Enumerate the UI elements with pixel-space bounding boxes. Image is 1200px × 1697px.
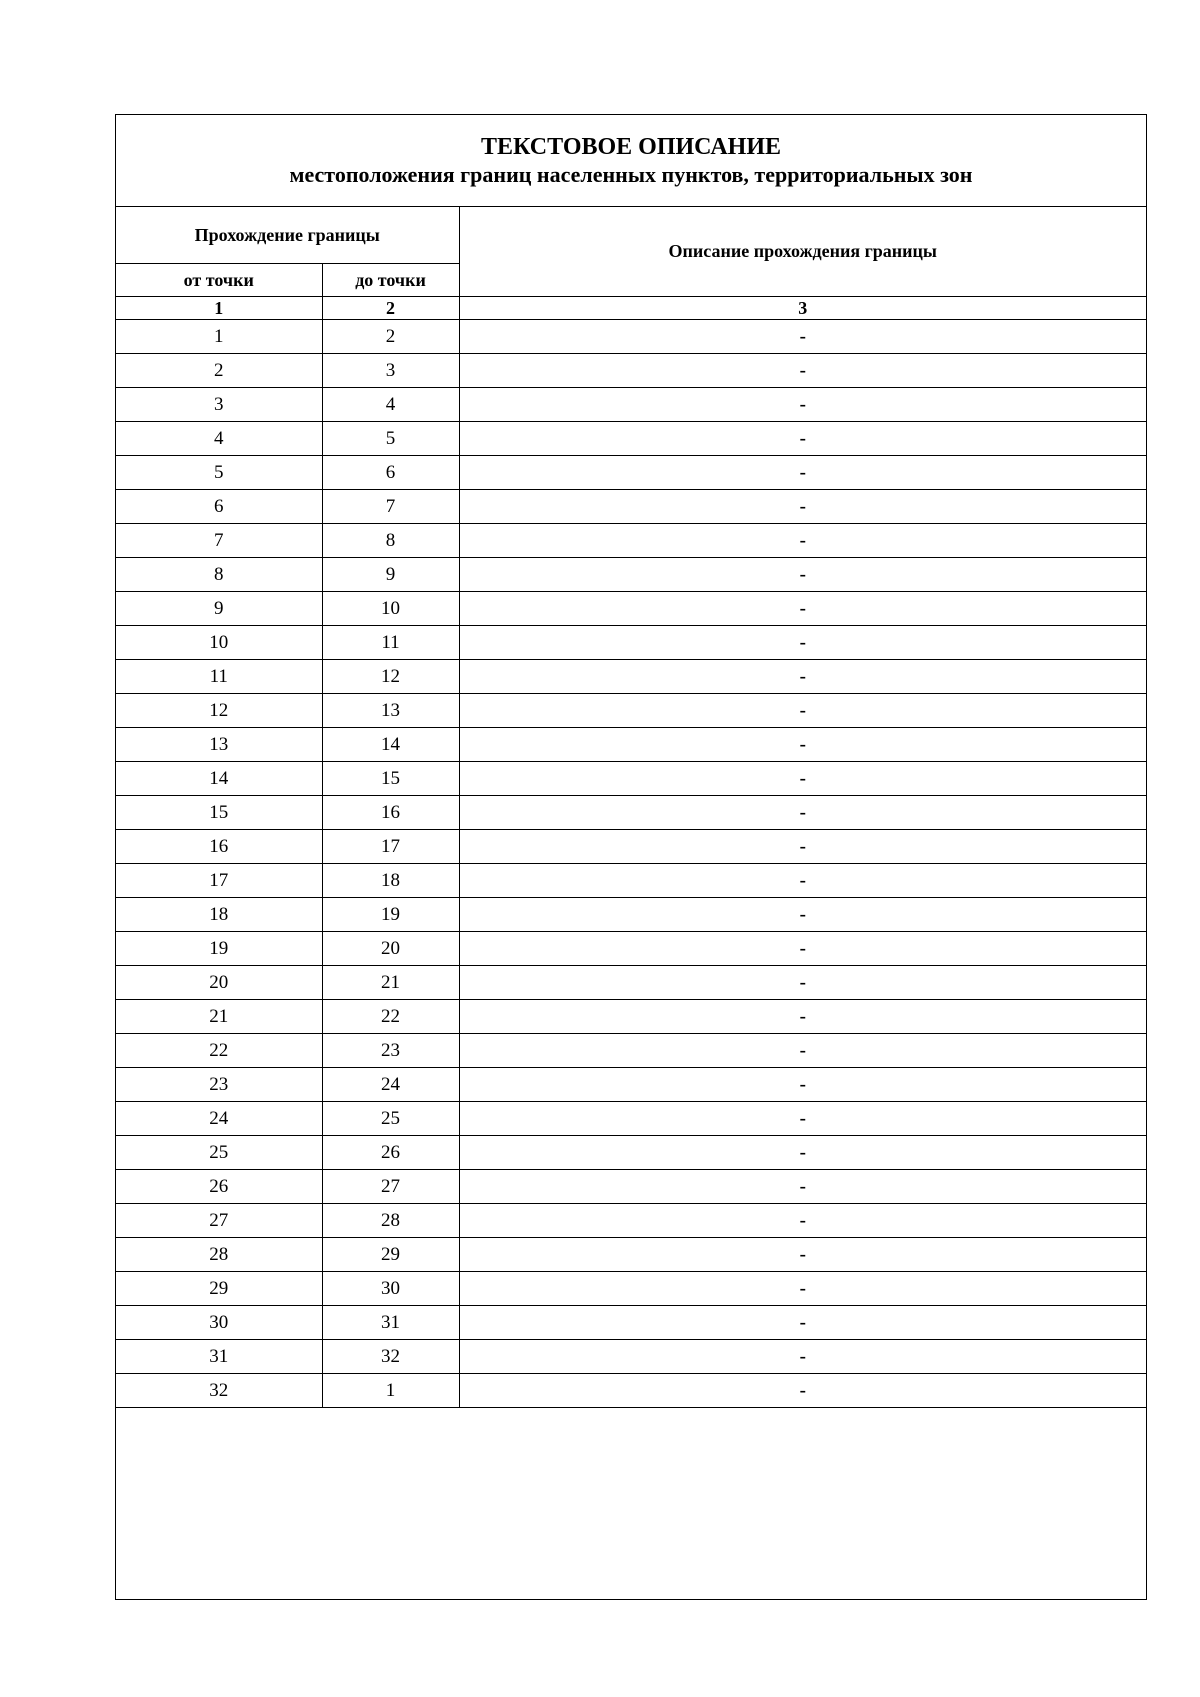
to-point-cell: 16 <box>322 796 459 830</box>
to-point-cell: 1 <box>322 1374 459 1408</box>
table-row <box>116 660 1146 694</box>
from-point-cell: 30 <box>116 1306 322 1340</box>
from-point-cell: 12 <box>116 694 322 728</box>
from-point-cell: 23 <box>116 1068 322 1102</box>
from-point-cell: 6 <box>116 490 322 524</box>
from-point-cell: 27 <box>116 1204 322 1238</box>
description-cell: - <box>459 456 1146 490</box>
to-point-cell: 32 <box>322 1340 459 1374</box>
from-point-cell: 10 <box>116 626 322 660</box>
document-frame <box>115 114 1147 1600</box>
description-cell: - <box>459 694 1146 728</box>
description-cell: - <box>459 830 1146 864</box>
table-row <box>116 1306 1146 1340</box>
description-cell: - <box>459 966 1146 1000</box>
description-cell: - <box>459 660 1146 694</box>
column-number-1: 1 <box>116 297 322 320</box>
document-subtitle: местоположения границ населенных пунктов, территориальных зон <box>289 162 973 187</box>
description-cell: - <box>459 1170 1146 1204</box>
to-point-cell: 31 <box>322 1306 459 1340</box>
to-point-cell: 28 <box>322 1204 459 1238</box>
from-point-cell: 21 <box>116 1000 322 1034</box>
table-row <box>116 1034 1146 1068</box>
from-point-cell: 19 <box>116 932 322 966</box>
to-point-cell: 7 <box>322 490 459 524</box>
from-point-cell: 22 <box>116 1034 322 1068</box>
description-cell: - <box>459 592 1146 626</box>
table-body <box>116 320 1146 1408</box>
from-point-cell: 17 <box>116 864 322 898</box>
to-point-cell: 8 <box>322 524 459 558</box>
from-point-cell: 7 <box>116 524 322 558</box>
description-cell: - <box>459 422 1146 456</box>
from-point-cell: 15 <box>116 796 322 830</box>
to-point-cell: 30 <box>322 1272 459 1306</box>
to-point-cell: 23 <box>322 1034 459 1068</box>
from-point-cell: 4 <box>116 422 322 456</box>
from-point-cell: 26 <box>116 1170 322 1204</box>
from-point-cell: 28 <box>116 1238 322 1272</box>
table-row <box>116 1000 1146 1034</box>
description-cell: - <box>459 1102 1146 1136</box>
description-cell: - <box>459 1272 1146 1306</box>
table-row <box>116 626 1146 660</box>
from-point-cell: 24 <box>116 1102 322 1136</box>
to-point-cell: 13 <box>322 694 459 728</box>
to-point-cell: 17 <box>322 830 459 864</box>
to-point-cell: 22 <box>322 1000 459 1034</box>
table-row <box>116 1068 1146 1102</box>
table-row <box>116 932 1146 966</box>
to-point-cell: 21 <box>322 966 459 1000</box>
description-cell: - <box>459 1000 1146 1034</box>
document-title: ТЕКСТОВОЕ ОПИСАНИЕ <box>480 134 781 160</box>
to-point-cell: 10 <box>322 592 459 626</box>
to-point-cell: 27 <box>322 1170 459 1204</box>
to-point-cell: 29 <box>322 1238 459 1272</box>
to-point-cell: 14 <box>322 728 459 762</box>
to-point-cell: 11 <box>322 626 459 660</box>
from-point-cell: 32 <box>116 1374 322 1408</box>
description-cell: - <box>459 1204 1146 1238</box>
table-row <box>116 728 1146 762</box>
table-row <box>116 388 1146 422</box>
to-point-cell: 15 <box>322 762 459 796</box>
table-row <box>116 1238 1146 1272</box>
title-block <box>116 115 1146 207</box>
to-point-cell: 24 <box>322 1068 459 1102</box>
table-row <box>116 898 1146 932</box>
header-description: Описание прохождения границы <box>459 207 1146 297</box>
table-row <box>116 1136 1146 1170</box>
table-row <box>116 320 1146 354</box>
to-point-cell: 3 <box>322 354 459 388</box>
to-point-cell: 9 <box>322 558 459 592</box>
table-row <box>116 1272 1146 1306</box>
description-cell: - <box>459 864 1146 898</box>
description-cell: - <box>459 1374 1146 1408</box>
boundary-table <box>116 207 1146 1408</box>
description-cell: - <box>459 626 1146 660</box>
description-cell: - <box>459 796 1146 830</box>
from-point-cell: 20 <box>116 966 322 1000</box>
from-point-cell: 9 <box>116 592 322 626</box>
table-row <box>116 456 1146 490</box>
description-cell: - <box>459 1034 1146 1068</box>
from-point-cell: 31 <box>116 1340 322 1374</box>
from-point-cell: 14 <box>116 762 322 796</box>
to-point-cell: 6 <box>322 456 459 490</box>
column-number-3: 3 <box>459 297 1146 320</box>
to-point-cell: 26 <box>322 1136 459 1170</box>
description-cell: - <box>459 524 1146 558</box>
from-point-cell: 1 <box>116 320 322 354</box>
description-cell: - <box>459 558 1146 592</box>
from-point-cell: 18 <box>116 898 322 932</box>
header-to-point: до точки <box>322 264 459 297</box>
table-row <box>116 830 1146 864</box>
from-point-cell: 5 <box>116 456 322 490</box>
table-row <box>116 1204 1146 1238</box>
description-cell: - <box>459 898 1146 932</box>
table-row <box>116 1170 1146 1204</box>
description-cell: - <box>459 388 1146 422</box>
to-point-cell: 25 <box>322 1102 459 1136</box>
to-point-cell: 5 <box>322 422 459 456</box>
description-cell: - <box>459 762 1146 796</box>
from-point-cell: 13 <box>116 728 322 762</box>
to-point-cell: 18 <box>322 864 459 898</box>
header-from-point: от точки <box>116 264 322 297</box>
description-cell: - <box>459 320 1146 354</box>
from-point-cell: 29 <box>116 1272 322 1306</box>
table-row <box>116 354 1146 388</box>
table-row <box>116 1340 1146 1374</box>
description-cell: - <box>459 1068 1146 1102</box>
table-row <box>116 422 1146 456</box>
to-point-cell: 12 <box>322 660 459 694</box>
description-cell: - <box>459 932 1146 966</box>
description-cell: - <box>459 490 1146 524</box>
to-point-cell: 20 <box>322 932 459 966</box>
table-row <box>116 1374 1146 1408</box>
from-point-cell: 16 <box>116 830 322 864</box>
header-passage: Прохождение границы <box>116 207 459 264</box>
column-number-2: 2 <box>322 297 459 320</box>
description-cell: - <box>459 1136 1146 1170</box>
from-point-cell: 8 <box>116 558 322 592</box>
to-point-cell: 4 <box>322 388 459 422</box>
description-cell: - <box>459 354 1146 388</box>
to-point-cell: 19 <box>322 898 459 932</box>
table-row <box>116 1102 1146 1136</box>
table-row <box>116 558 1146 592</box>
table-row <box>116 796 1146 830</box>
description-cell: - <box>459 1238 1146 1272</box>
table-row <box>116 490 1146 524</box>
table-row <box>116 592 1146 626</box>
description-cell: - <box>459 1306 1146 1340</box>
description-cell: - <box>459 728 1146 762</box>
table-row <box>116 864 1146 898</box>
table-row <box>116 966 1146 1000</box>
table-row <box>116 694 1146 728</box>
table-row <box>116 762 1146 796</box>
from-point-cell: 11 <box>116 660 322 694</box>
from-point-cell: 25 <box>116 1136 322 1170</box>
to-point-cell: 2 <box>322 320 459 354</box>
from-point-cell: 3 <box>116 388 322 422</box>
description-cell: - <box>459 1340 1146 1374</box>
table-row <box>116 524 1146 558</box>
from-point-cell: 2 <box>116 354 322 388</box>
